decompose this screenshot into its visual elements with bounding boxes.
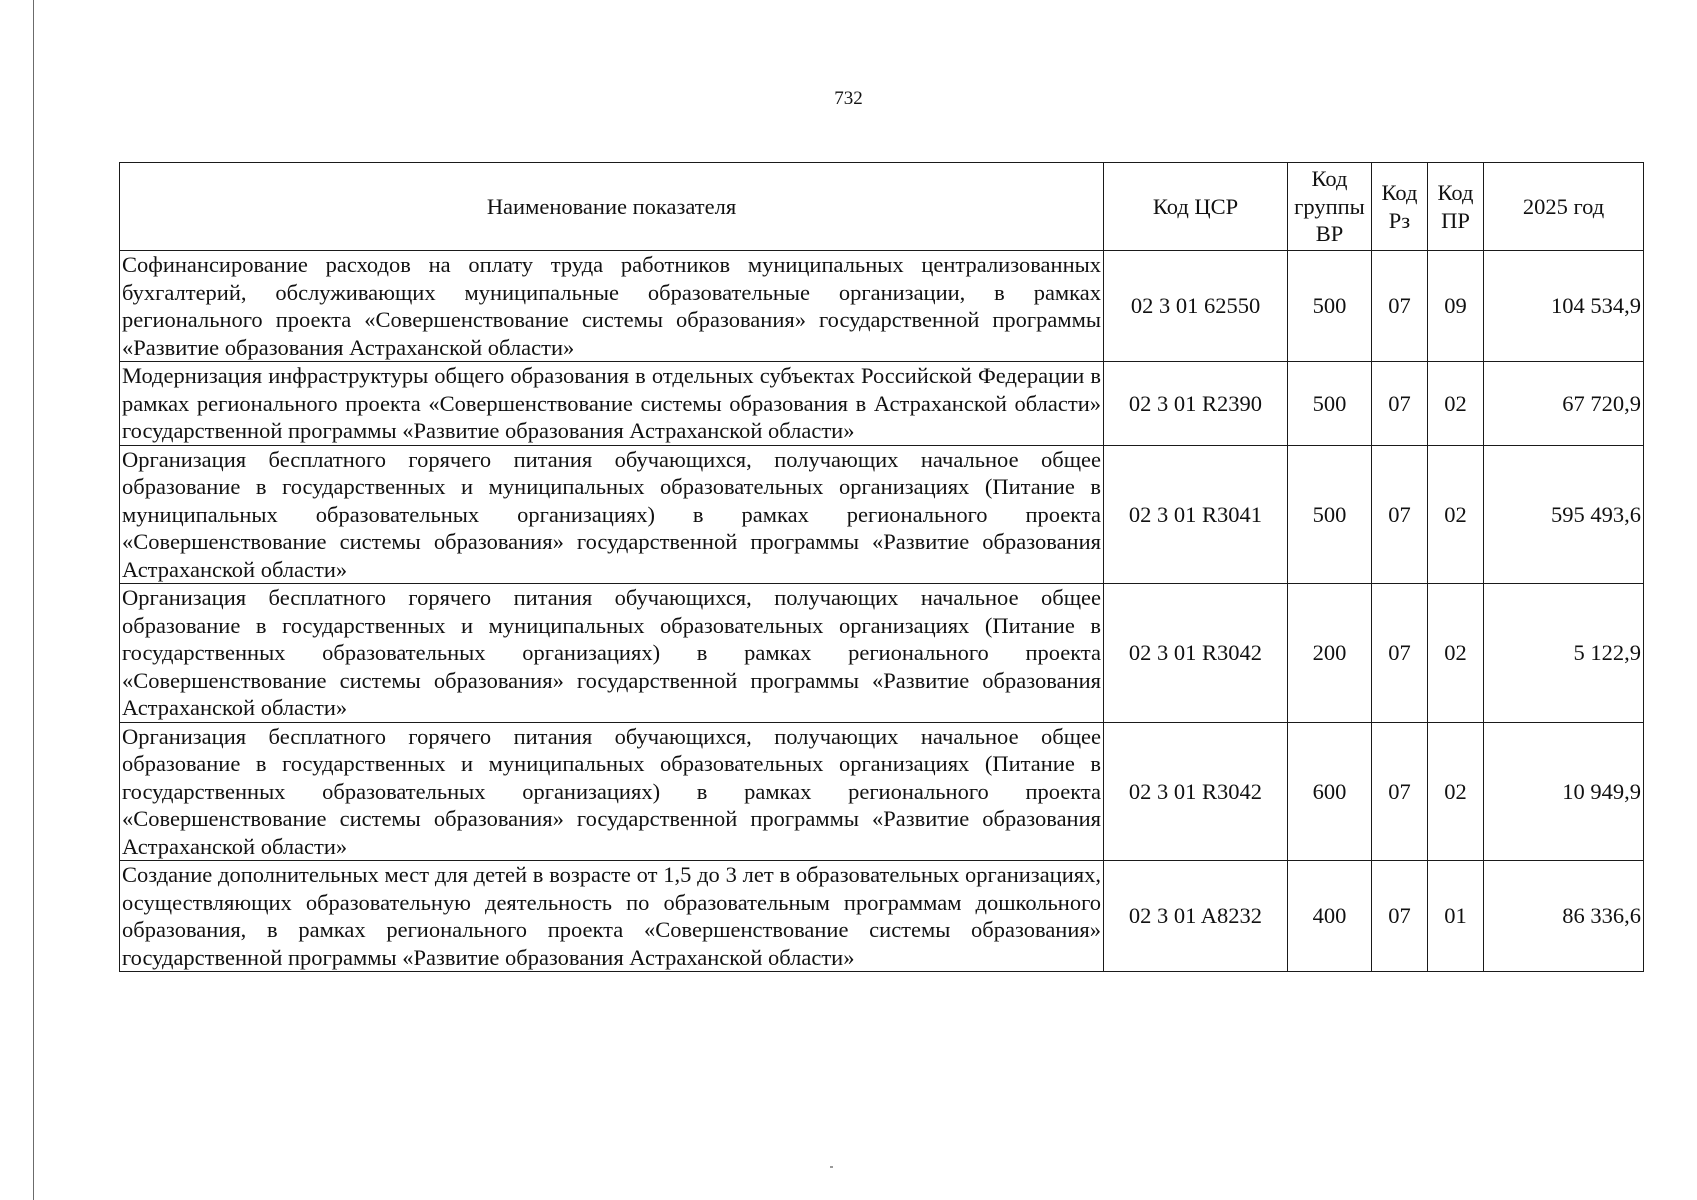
header-rz: Код Рз: [1372, 163, 1428, 251]
row-vr: 500: [1288, 251, 1372, 362]
budget-table: [119, 162, 1644, 972]
row-csr: 02 3 01 R2390: [1104, 362, 1288, 446]
table-header-row: [120, 163, 1644, 251]
row-pr: 02: [1428, 362, 1484, 446]
header-year: 2025 год: [1484, 163, 1644, 251]
row-pr: 02: [1428, 445, 1484, 584]
row-csr: 02 3 01 R3042: [1104, 722, 1288, 861]
table-row: [120, 861, 1644, 972]
row-vr: 200: [1288, 584, 1372, 723]
scan-edge-line: [33, 0, 34, 1200]
row-amount: 595 493,6: [1484, 445, 1644, 584]
row-rz: 07: [1372, 362, 1428, 446]
page-number: 732: [834, 88, 863, 109]
table-row: [120, 251, 1644, 362]
row-vr: 500: [1288, 362, 1372, 446]
row-rz: 07: [1372, 445, 1428, 584]
row-amount: 86 336,6: [1484, 861, 1644, 972]
row-pr: 09: [1428, 251, 1484, 362]
row-name: Модернизация инфраструктуры общего образования в отдельных субъектах Российской Федерации в рамках регионального проекта «Совершенствование системы образования в Астраханской области» государственной программы «Развитие образования Астраханской области»: [120, 362, 1104, 446]
row-csr: 02 3 01 R3041: [1104, 445, 1288, 584]
row-name: Организация бесплатного горячего питания обучающихся, получающих начальное общее образование в государственных и муниципальных образовательных организациях (Питание в муниципальных образовательных организациях) в рамках регионального проекта «Совершенствование системы образования» государственной программы «Развитие образования Астраханской области»: [120, 445, 1104, 584]
row-vr: 500: [1288, 445, 1372, 584]
row-amount: 67 720,9: [1484, 362, 1644, 446]
row-csr: 02 3 01 62550: [1104, 251, 1288, 362]
header-csr: Код ЦСР: [1104, 163, 1288, 251]
row-name: Организация бесплатного горячего питания обучающихся, получающих начальное общее образование в государственных и муниципальных образовательных организациях (Питание в государственных образовательных организациях) в рамках регионального проекта «Совершенствование системы образования» государственной программы «Развитие образования Астраханской области»: [120, 584, 1104, 723]
row-pr: 02: [1428, 722, 1484, 861]
row-name: Создание дополнительных мест для детей в возрасте от 1,5 до 3 лет в образовательных организациях, осуществляющих образовательную деятельность по образовательным программам дошкольного образования, в рамках регионального проекта «Совершенствование системы образования» государственной программы «Развитие образования Астраханской области»: [120, 861, 1104, 972]
header-vr: Код группы ВР: [1288, 163, 1372, 251]
header-pr: Код ПР: [1428, 163, 1484, 251]
header-name: Наименование показателя: [120, 163, 1104, 251]
table-row: [120, 362, 1644, 446]
row-vr: 400: [1288, 861, 1372, 972]
row-rz: 07: [1372, 722, 1428, 861]
row-csr: 02 3 01 R3042: [1104, 584, 1288, 723]
row-rz: 07: [1372, 861, 1428, 972]
row-csr: 02 3 01 A8232: [1104, 861, 1288, 972]
table-row: [120, 584, 1644, 723]
row-vr: 600: [1288, 722, 1372, 861]
table-row: [120, 722, 1644, 861]
row-rz: 07: [1372, 584, 1428, 723]
row-pr: 02: [1428, 584, 1484, 723]
row-rz: 07: [1372, 251, 1428, 362]
row-amount: 5 122,9: [1484, 584, 1644, 723]
table-row: [120, 445, 1644, 584]
row-amount: 10 949,9: [1484, 722, 1644, 861]
scan-speck: [830, 1166, 833, 1168]
row-amount: 104 534,9: [1484, 251, 1644, 362]
row-name: Организация бесплатного горячего питания обучающихся, получающих начальное общее образование в государственных и муниципальных образовательных организациях (Питание в государственных образовательных организациях) в рамках регионального проекта «Совершенствование системы образования» государственной программы «Развитие образования Астраханской области»: [120, 722, 1104, 861]
row-name: Софинансирование расходов на оплату труда работников муниципальных централизованных бухгалтерий, обслуживающих муниципальные образовательные организации, в рамках регионального проекта «Совершенствование системы образования» государственной программы «Развитие образования Астраханской области»: [120, 251, 1104, 362]
row-pr: 01: [1428, 861, 1484, 972]
